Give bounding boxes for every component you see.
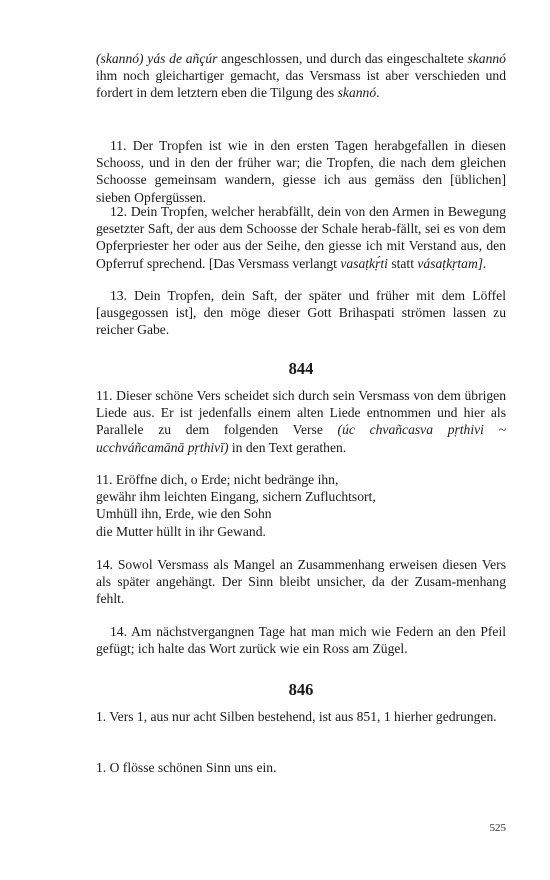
commentary-paragraph bbox=[96, 50, 506, 102]
sanskrit-word: vásaṭkṛtam]. bbox=[417, 255, 487, 271]
text-run: statt bbox=[387, 255, 418, 271]
sanskrit-phrase: (úc chvañcasva pṛthivi ~ ucchváñcamānā pṛthivī) bbox=[96, 422, 506, 455]
sanskrit-phrase: (skannó) yás de añçúr bbox=[96, 51, 218, 66]
section-heading-844: 844 bbox=[288, 359, 314, 378]
sanskrit-word: skannó bbox=[467, 51, 506, 66]
text-run: ihm noch gleichartiger gemacht, das Versmass ist aber verschieden und fordert in dem letztern eben die Tilgung des bbox=[96, 68, 506, 101]
translation-verse-13: 13. Dein Tropfen, dein Saft, der später und früher mit dem Löffel [ausgegossen ist], den möge dieser Gott Brihaspati strömen lassen zu reicher Gabe. bbox=[96, 288, 506, 338]
translation-846-verse-1: 1. O flösse schönen Sinn uns ein. bbox=[96, 760, 277, 775]
text-run: 11. Dieser schöne Vers scheidet sich durch sein Versmass von dem übrigen Liede aus. Er ist jedenfalls einem alten Liede entnommen und hier als Parallele zu dem folgenden Verse bbox=[96, 388, 506, 438]
text-run: 12. Dein Tropfen, welcher herabfällt, dein von den Armen in Bewegung gesetzter Saft, der aus dem Schoosse der Schale herab-fällt, sei es von dem Opferpriester her oder aus der Seihe, den giesse ich mit Verstand aus, den Opferruf sprechend. [Das Versmass verlangt bbox=[96, 204, 506, 271]
section-heading-846: 846 bbox=[288, 680, 314, 699]
poem-line: 11. Eröffne dich, o Erde; nicht bedränge ihn, bbox=[96, 472, 339, 487]
translation-verse-14: 14. Am nächstvergangnen Tage hat man mich wie Federn an den Pfeil gefügt; ich halte das Wort zurück wie ein Ross am Zügel. bbox=[96, 624, 506, 657]
text-run: in den Text gerathen. bbox=[228, 439, 347, 455]
poem-verse-11 bbox=[96, 471, 506, 540]
note-844-verse-14: 14. Sowol Versmass als Mangel an Zusammenhang erweisen diesen Vers als später angehängt. Der Sinn bleibt unsicher, da der Zusam-menhang fehlt. bbox=[96, 557, 506, 607]
sanskrit-word: vasaṭkṛ́ti bbox=[340, 255, 388, 271]
poem-line: die Mutter hüllt in ihr Gewand. bbox=[96, 523, 266, 539]
poem-line: Umhüll ihn, Erde, wie den Sohn bbox=[96, 506, 272, 522]
text-run: angeschlossen, und durch das eingeschaltete bbox=[217, 51, 468, 66]
translation-verse-12 bbox=[96, 203, 506, 272]
note-846-verse-1: 1. Vers 1, aus nur acht Silben bestehend, ist aus 851, 1 hierher gedrungen. bbox=[96, 709, 497, 724]
note-844-verse-11 bbox=[96, 387, 506, 456]
translation-verse-11: 11. Der Tropfen ist wie in den ersten Tagen herabgefallen in diesen Schooss, und in den der früher war; die Tropfen, die nach dem gleichen Schoosse gemeinsam wandern, giesse ich aus gemäss den [üblichen] sieben Opfergüssen. bbox=[96, 138, 506, 205]
page-number: 525 bbox=[489, 822, 506, 834]
text-run: . bbox=[376, 85, 380, 101]
sanskrit-word: skannó bbox=[337, 85, 377, 101]
poem-line: gewähr ihm leichten Eingang, sichern Zufluchtsort, bbox=[96, 489, 376, 505]
